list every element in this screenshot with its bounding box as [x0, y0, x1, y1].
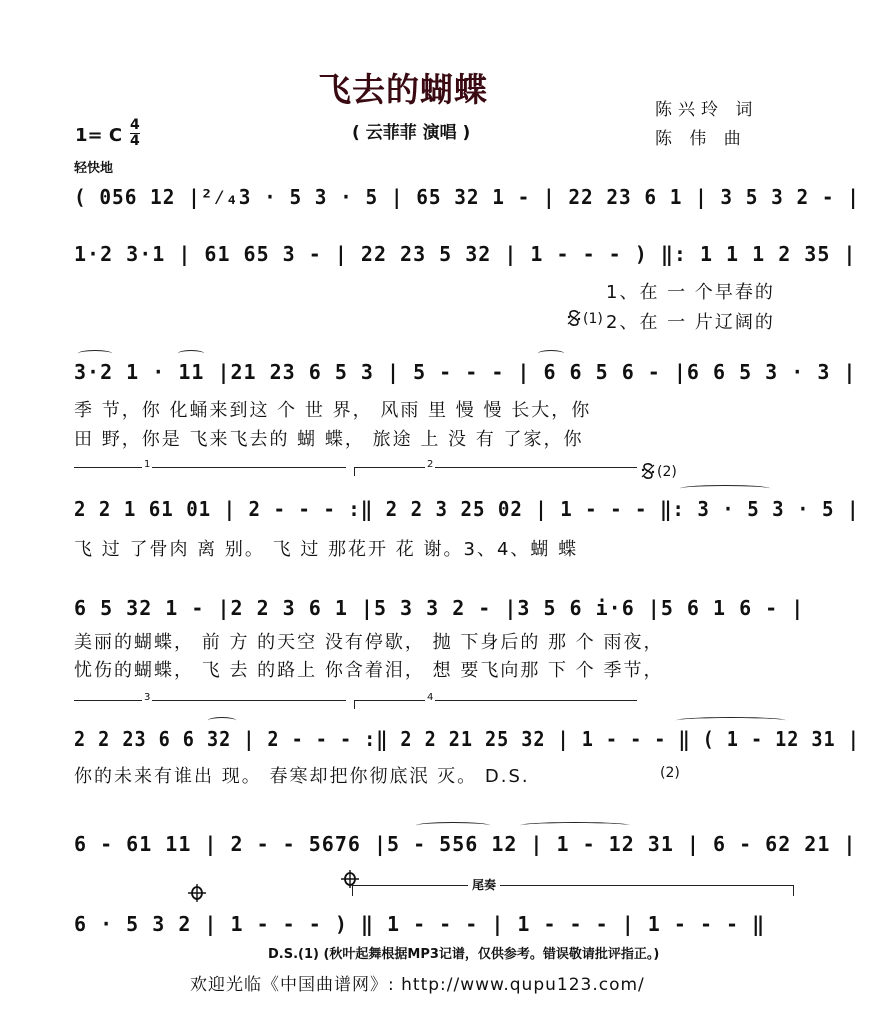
slur-arc: [676, 717, 786, 724]
slur-arc: [178, 350, 204, 357]
slur-arc: [680, 485, 770, 492]
notation-row-1: ( 056 12 |²⁄₄3 · 5 3 · 5 | 65 32 1 - | 22 23 6 1 | 3 5 3 2 - |: [74, 185, 860, 209]
lyric-row-6: 你的未来有谁出 现。 春寒却把你彻底泯 灭。 D.S.: [74, 766, 530, 787]
slur-arc: [416, 822, 490, 829]
composer-credit: 陈 伟 曲: [655, 129, 747, 149]
song-title: 飞去的蝴蝶: [318, 70, 488, 109]
footer-site: 欢迎光临《中国曲谱网》: http://www.qupu123.com/: [190, 975, 645, 995]
slur-arc: [208, 717, 236, 724]
slur-arc: [538, 350, 564, 357]
notation-row-7: 6 - 61 11 | 2 - - 5676 |5 - 556 12 | 1 - 12 31 | 6 - 62 21 |: [74, 832, 857, 856]
volta-number: 3: [144, 692, 151, 703]
notation-row-4: 2 2 1 61 01 | 2 - - - :‖ 2 2 3 25 02 | 1 - - - ‖: 3 · 5 3 · 5 |: [74, 497, 860, 521]
segno-icon: [566, 309, 582, 327]
lyric-row-3a: 季 节，你 化蛹来到这 个 世 界， 风雨 里 慢 慢 长大，你: [74, 400, 592, 421]
lyric-row-3b: 田 野，你是 飞来飞去的 蝴 蝶， 旅途 上 没 有 了家，你: [74, 429, 584, 450]
volta-bracket-3: [74, 692, 346, 709]
segno-2-label: (2): [657, 464, 677, 480]
time-signature-top: 4: [130, 117, 140, 133]
segno-1-label: (1): [583, 311, 603, 327]
coda-label: 尾奏: [468, 876, 500, 893]
segno-icon: [640, 462, 656, 480]
notation-row-6: 2 2 23 6 6 32 | 2 - - - :‖ 2 2 21 25 32 | 1 - - - ‖ ( 1 - 12 31 |: [74, 727, 860, 751]
key-signature: 1= C: [75, 125, 123, 146]
coda-icon: [188, 884, 206, 902]
volta-bracket-4: [354, 692, 637, 709]
slur-arc: [78, 350, 112, 357]
notation-row-5: 6 5 32 1 - |2 2 3 6 1 |5 3 3 2 - |3 5 6 i·6 |5 6 1 6 - |: [74, 596, 805, 620]
tempo-marking: 轻快地: [74, 161, 114, 176]
notation-row-8: 6 · 5 3 2 | 1 - - - ) ‖ 1 - - - | 1 - - - | 1 - - - ‖: [74, 912, 766, 936]
performer-subtitle: ( 云菲菲 演唱 ): [352, 123, 471, 143]
time-signature: [130, 118, 140, 149]
notation-row-2: 1·2 3·1 | 61 65 3 - | 22 23 5 32 | 1 - - - ) ‖: 1 1 1 2 35 |: [74, 242, 857, 266]
volta-bracket-2: [354, 459, 637, 476]
time-signature-bottom: 4: [130, 133, 140, 149]
footer-note: D.S.(1) (秋叶起舞根据MP3记谱，仅供参考。错误敬请批评指正。): [268, 947, 660, 962]
slur-arc: [520, 822, 630, 829]
volta-bracket-1: [74, 459, 346, 476]
lyricist-credit: 陈兴玲 词: [655, 100, 759, 120]
lyric-row-4: 飞 过 了骨肉 离 别。 飞 过 那花开 花 谢。3、4、蝴 蝶: [74, 539, 579, 560]
volta-number: 4: [427, 692, 434, 703]
lyric-row-5b: 忧伤的蝴蝶， 飞 去 的路上 你含着泪， 想 要飞向那 下 个 季节，: [74, 660, 664, 681]
lyric-verse2-intro: 2、在 一 片辽阔的: [606, 312, 775, 333]
lyric-row-5a: 美丽的蝴蝶， 前 方 的天空 没有停歇， 抛 下身后的 那 个 雨夜，: [74, 632, 664, 653]
ds-2-label: (2): [660, 765, 680, 781]
coda-bracket: [352, 885, 794, 896]
lyric-verse1-intro: 1、在 一 个早春的: [606, 282, 775, 303]
notation-row-3: 3·2 1 · 11 |21 23 6 5 3 | 5 - - - | 6 6 5 6 - |6 6 5 3 · 3 |: [74, 360, 857, 384]
volta-number: 2: [427, 459, 434, 470]
volta-number: 1: [144, 459, 151, 470]
